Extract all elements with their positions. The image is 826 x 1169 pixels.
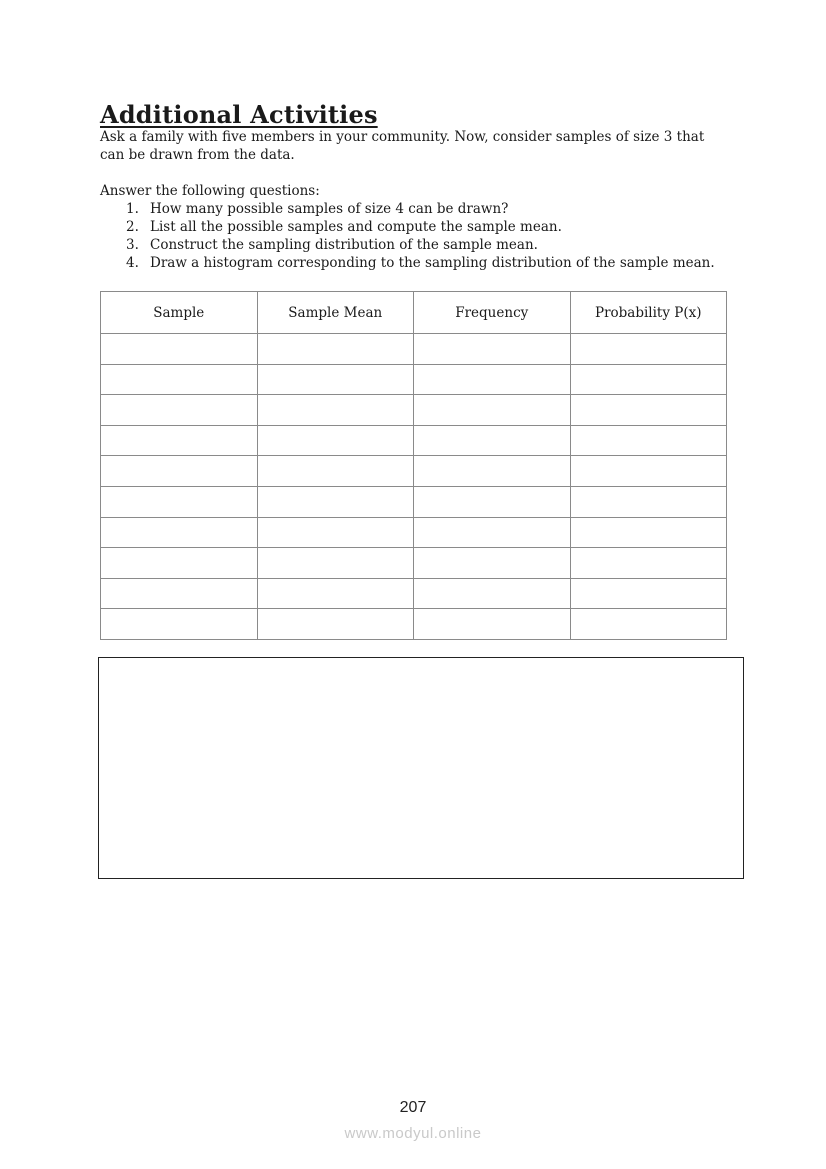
histogram-drawing-box[interactable] [98, 657, 744, 879]
question-number: 1. [126, 201, 139, 217]
table-row [101, 456, 727, 487]
table-cell[interactable] [414, 456, 571, 487]
table-cell[interactable] [257, 456, 414, 487]
table-cell[interactable] [257, 517, 414, 548]
table-cell[interactable] [414, 486, 571, 517]
table-cell[interactable] [101, 425, 258, 456]
table-cell[interactable] [414, 364, 571, 395]
question-item [100, 200, 727, 218]
table-cell[interactable] [257, 334, 414, 365]
table-cell[interactable] [257, 486, 414, 517]
table-cell[interactable] [414, 578, 571, 609]
table-cell[interactable] [101, 364, 258, 395]
table-row [101, 395, 727, 426]
page-number: 207 [399, 1099, 427, 1116]
question-item [100, 218, 727, 236]
question-number: 3. [126, 237, 139, 253]
question-text: Construct the sampling distribution of the sample mean. [150, 237, 538, 253]
table-cell[interactable] [257, 395, 414, 426]
table-cell[interactable] [257, 578, 414, 609]
question-text: Draw a histogram corresponding to the sampling distribution of the sample mean. [150, 255, 715, 271]
table-cell[interactable] [570, 609, 727, 640]
table-cell[interactable] [570, 456, 727, 487]
watermark: www.modyul.online [344, 1125, 482, 1142]
table-row [101, 609, 727, 640]
table-cell[interactable] [570, 548, 727, 579]
question-item [100, 254, 727, 272]
table-cell[interactable] [570, 334, 727, 365]
table-cell[interactable] [414, 548, 571, 579]
table-row [101, 425, 727, 456]
table-cell[interactable] [414, 395, 571, 426]
table-cell[interactable] [257, 425, 414, 456]
table-header-row [101, 292, 727, 334]
table-row [101, 517, 727, 548]
table-cell[interactable] [570, 578, 727, 609]
table-cell[interactable] [257, 364, 414, 395]
table-cell[interactable] [101, 609, 258, 640]
intro-text: Ask a family with five members in your community. Now, consider samples of size 3 that can be drawn from the data. [100, 129, 705, 163]
table-cell[interactable] [101, 517, 258, 548]
table-cell[interactable] [570, 517, 727, 548]
table-row [101, 486, 727, 517]
table-cell[interactable] [101, 486, 258, 517]
instruction-text: Answer the following questions: [100, 183, 320, 199]
question-number: 4. [126, 255, 139, 271]
table-cell[interactable] [101, 456, 258, 487]
question-text: List all the possible samples and compute the sample mean. [150, 219, 562, 235]
question-number: 2. [126, 219, 139, 235]
table-cell[interactable] [570, 364, 727, 395]
table-cell[interactable] [570, 486, 727, 517]
section-title: Additional Activities [100, 100, 378, 129]
table-cell[interactable] [101, 548, 258, 579]
table-body [101, 334, 727, 640]
table-cell[interactable] [570, 395, 727, 426]
table-cell[interactable] [101, 395, 258, 426]
table-row [101, 364, 727, 395]
table-cell[interactable] [570, 425, 727, 456]
header-frequency: Frequency [414, 292, 571, 334]
question-list [100, 200, 727, 272]
table-cell[interactable] [414, 425, 571, 456]
table-cell[interactable] [101, 578, 258, 609]
table-cell[interactable] [101, 334, 258, 365]
table-cell[interactable] [414, 609, 571, 640]
table-cell[interactable] [414, 334, 571, 365]
question-item [100, 236, 727, 254]
header-sample: Sample [101, 292, 258, 334]
header-sample-mean: Sample Mean [257, 292, 414, 334]
table-row [101, 334, 727, 365]
header-probability: Probability P(x) [570, 292, 727, 334]
table-row [101, 548, 727, 579]
sampling-distribution-table [100, 291, 727, 640]
table-cell[interactable] [257, 609, 414, 640]
table-cell[interactable] [257, 548, 414, 579]
table-row [101, 578, 727, 609]
table-cell[interactable] [414, 517, 571, 548]
question-text: How many possible samples of size 4 can be drawn? [150, 201, 509, 217]
